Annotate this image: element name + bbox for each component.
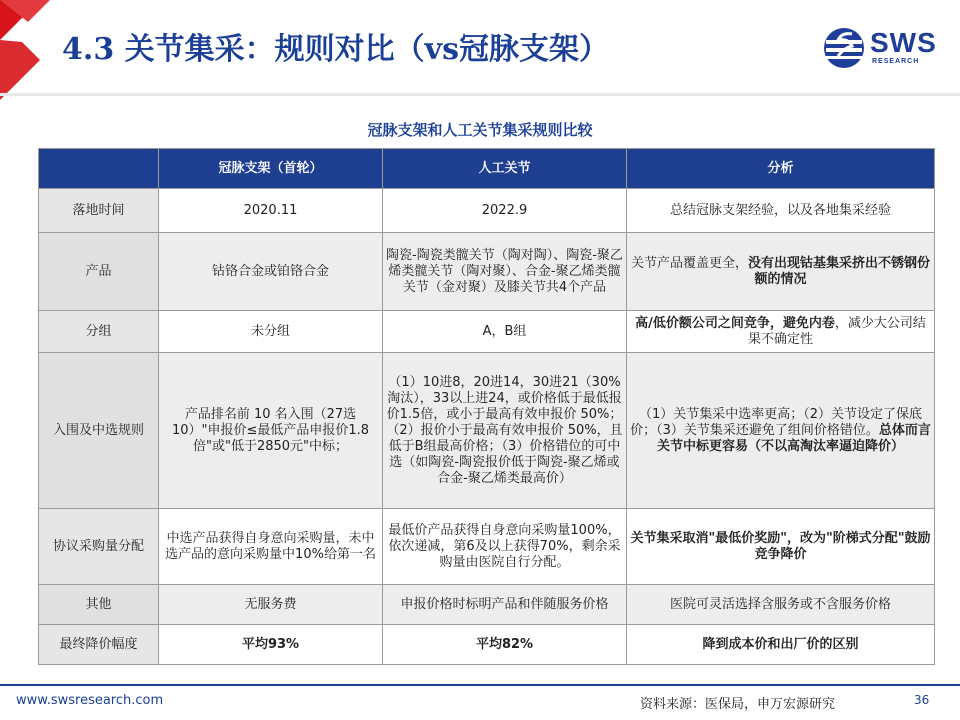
stent-cell: 钴铬合金或铂铬合金 bbox=[159, 233, 383, 311]
page-number: 36 bbox=[914, 693, 930, 707]
analysis-cell bbox=[627, 189, 935, 233]
footer-source: 资料来源：医保局，申万宏源研究 bbox=[640, 697, 836, 712]
joint-cell: A，B组 bbox=[383, 311, 627, 353]
stent-cell: 2020.11 bbox=[159, 189, 383, 233]
analysis-cell bbox=[627, 353, 935, 509]
analysis-cell bbox=[627, 311, 935, 353]
header-cell-joint: 人工关节 bbox=[383, 149, 627, 189]
title-divider bbox=[0, 93, 960, 96]
joint-cell: （1）10进8，20进14，30进21（30%淘汰），33以上进24，或价格低于最低报价1.5倍，或小于最高有效申报价 50%；（2）报价小于最高有效申报价 50%，且低于B组最高价格；（3）价格错位的可中选（如陶瓷-陶瓷报价低于陶瓷-聚乙烯或合金-聚乙烯类最高价） bbox=[383, 353, 627, 509]
analysis-highlight: 关节集采取消"最低价奖励"，改为"阶梯式分配"鼓励竞争降价 bbox=[630, 530, 931, 562]
table-row bbox=[39, 311, 935, 353]
analysis-text: 总结冠脉支架经验，以及各地集采经验 bbox=[669, 202, 891, 218]
table-row bbox=[39, 625, 935, 665]
analysis-cell bbox=[627, 585, 935, 625]
table-header-row bbox=[39, 149, 935, 189]
row-label: 协议采购量分配 bbox=[39, 509, 159, 585]
footer-website-link[interactable]: www.swsresearch.com bbox=[16, 693, 164, 708]
row-label: 落地时间 bbox=[39, 189, 159, 233]
joint-cell: 陶瓷-陶瓷类髋关节（陶对陶）、陶瓷-聚乙烯类髋关节（陶对聚）、合金-聚乙烯类髋关节（金对聚）及膝关节共4个产品 bbox=[383, 233, 627, 311]
table-row bbox=[39, 353, 935, 509]
stent-cell: 中选产品获得自身意向采购量，未中选产品的意向采购量中10%给第一名 bbox=[159, 509, 383, 585]
stent-cell: 无服务费 bbox=[159, 585, 383, 625]
sws-logo-icon bbox=[822, 26, 866, 70]
stent-cell: 未分组 bbox=[159, 311, 383, 353]
joint-cell: 申报价格时标明产品和伴随服务价格 bbox=[383, 585, 627, 625]
analysis-highlight: 降到成本价和出厂价的区别 bbox=[702, 636, 859, 652]
analysis-text: 医院可灵活选择含服务或不含服务价格 bbox=[669, 596, 891, 612]
analysis-text: （1）关节集采中选率更高；（2）关节设定了保底价；（3）关节集采还避免了组间价格错位。 bbox=[630, 406, 923, 438]
row-label: 最终降价幅度 bbox=[39, 625, 159, 665]
sws-logo bbox=[822, 26, 942, 70]
stent-cell: 产品排名前 10 名入围（27选10）"申报价≤最低产品申报价1.8倍"或"低于2850元"中标； bbox=[159, 353, 383, 509]
analysis-cell bbox=[627, 625, 935, 665]
table-row bbox=[39, 189, 935, 233]
table-caption: 冠脉支架和人工关节集采规则比较 bbox=[367, 121, 593, 139]
stent-cell: 平均93% bbox=[159, 625, 383, 665]
analysis-text: 关节产品覆盖更全， bbox=[630, 255, 748, 271]
row-label: 入围及中选规则 bbox=[39, 353, 159, 509]
row-label: 分组 bbox=[39, 311, 159, 353]
logo-name: SWS bbox=[870, 27, 937, 58]
logo-subtitle: RESEARCH bbox=[872, 58, 920, 65]
analysis-highlight: 总体而言关节中标更容易（不以高淘汰率逼迫降价） bbox=[656, 422, 931, 454]
analysis-highlight: 高/低价额公司之间竞争，避免内卷 bbox=[635, 315, 835, 331]
header-cell-analysis: 分析 bbox=[627, 149, 935, 189]
joint-cell: 平均82% bbox=[383, 625, 627, 665]
table-row bbox=[39, 585, 935, 625]
joint-cell: 2022.9 bbox=[383, 189, 627, 233]
header-cell-stent: 冠脉支架（首轮） bbox=[159, 149, 383, 189]
table-row bbox=[39, 233, 935, 311]
joint-cell: 最低价产品获得自身意向采购量100%，依次递减，第6及以上获得70%，剩余采购量由医院自行分配。 bbox=[383, 509, 627, 585]
row-label: 产品 bbox=[39, 233, 159, 311]
table-row bbox=[39, 509, 935, 585]
analysis-cell bbox=[627, 509, 935, 585]
comparison-table bbox=[38, 148, 935, 665]
row-label: 其他 bbox=[39, 585, 159, 625]
header-cell-empty bbox=[39, 149, 159, 189]
analysis-highlight: 没有出现钴基集采挤出不锈钢份额的情况 bbox=[748, 255, 931, 287]
analysis-cell bbox=[627, 233, 935, 311]
analysis-text: ，减少大公司结果不确定性 bbox=[747, 315, 926, 347]
page-title: 4.3 关节集采：规则对比（vs冠脉支架） bbox=[62, 32, 609, 67]
footer-divider bbox=[0, 684, 960, 686]
